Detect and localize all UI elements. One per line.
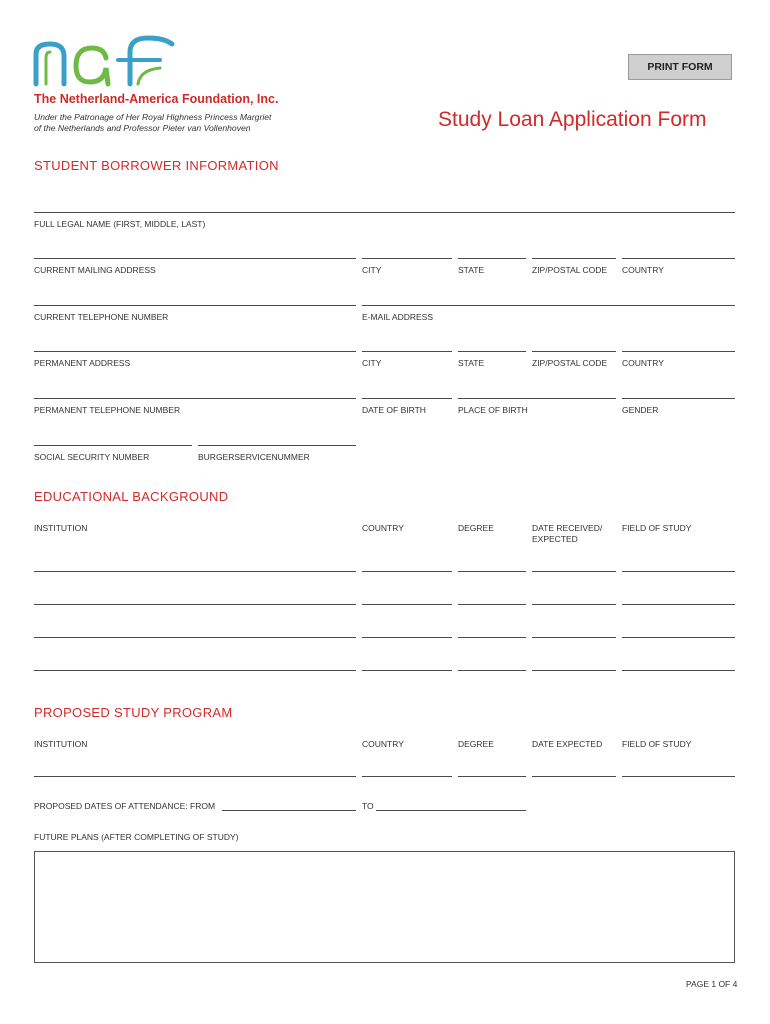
- email-label: E-MAIL ADDRESS: [362, 312, 434, 322]
- future-plans-label: FUTURE PLANS (AFTER COMPLETING OF STUDY): [34, 832, 239, 842]
- mailing-city-field[interactable]: [362, 258, 452, 276]
- prop-col-institution: INSTITUTION: [34, 739, 88, 749]
- full-name-line: [34, 212, 735, 213]
- place-of-birth-label: PLACE OF BIRTH: [458, 405, 528, 415]
- permanent-state-label: STATE: [458, 358, 485, 368]
- edu-col-degree: DEGREE: [458, 523, 494, 533]
- edu-row-3-country[interactable]: [362, 637, 452, 638]
- edu-row-4-degree[interactable]: [458, 670, 526, 671]
- mailing-city-label: CITY: [362, 265, 382, 275]
- permanent-city-field[interactable]: [362, 351, 452, 369]
- full-name-label: FULL LEGAL NAME (FIRST, MIDDLE, LAST): [34, 219, 206, 229]
- mailing-state-label: STATE: [458, 265, 485, 275]
- prop-row-degree[interactable]: [458, 776, 526, 777]
- mailing-address-field[interactable]: [34, 258, 356, 276]
- permanent-address-label: PERMANENT ADDRESS: [34, 358, 131, 368]
- prop-row-field[interactable]: [622, 776, 735, 777]
- edu-row-2-degree[interactable]: [458, 604, 526, 605]
- gender-label: GENDER: [622, 405, 659, 415]
- bsn-label: BURGERSERVICENUMMER: [198, 452, 310, 462]
- edu-row-2-field[interactable]: [622, 604, 735, 605]
- edu-row-4-institution[interactable]: [34, 670, 356, 671]
- edu-row-1-field[interactable]: [622, 571, 735, 572]
- section-title-proposed-study: PROPOSED STUDY PROGRAM: [34, 705, 233, 720]
- edu-col-date: [532, 523, 602, 545]
- future-plans-box[interactable]: [34, 851, 735, 963]
- prop-col-degree: DEGREE: [458, 739, 494, 749]
- edu-row-3-date[interactable]: [532, 637, 616, 638]
- edu-row-4-country[interactable]: [362, 670, 452, 671]
- place-of-birth-field[interactable]: [458, 398, 616, 416]
- date-of-birth-label: DATE OF BIRTH: [362, 405, 426, 415]
- telephone-field[interactable]: [34, 305, 356, 323]
- date-of-birth-field[interactable]: [362, 398, 452, 416]
- section-title-student-borrower: STUDENT BORROWER INFORMATION: [34, 158, 279, 173]
- prop-row-country[interactable]: [362, 776, 452, 777]
- mailing-country-label: COUNTRY: [622, 265, 664, 275]
- edu-row-2-institution[interactable]: [34, 604, 356, 605]
- prop-col-country: COUNTRY: [362, 739, 404, 749]
- gender-field[interactable]: [622, 398, 735, 416]
- permanent-zip-label: ZIP/POSTAL CODE: [532, 358, 608, 368]
- edu-row-2-date[interactable]: [532, 604, 616, 605]
- print-form-button[interactable]: PRINT FORM: [628, 54, 732, 80]
- mailing-state-field[interactable]: [458, 258, 526, 276]
- permanent-address-field[interactable]: [34, 351, 356, 369]
- permanent-state-field[interactable]: [458, 351, 526, 369]
- ssn-label: SOCIAL SECURITY NUMBER: [34, 452, 150, 462]
- prop-col-date: DATE EXPECTED: [532, 739, 603, 749]
- full-name-field[interactable]: [34, 212, 735, 238]
- edu-row-4-field[interactable]: [622, 670, 735, 671]
- ssn-field[interactable]: [34, 445, 192, 463]
- future-plans-textarea[interactable]: [35, 852, 734, 962]
- permanent-zip-field[interactable]: [532, 351, 616, 369]
- proposed-dates-label: PROPOSED DATES OF ATTENDANCE: FROM: [34, 801, 216, 811]
- permanent-city-label: CITY: [362, 358, 382, 368]
- edu-row-3-field[interactable]: [622, 637, 735, 638]
- edu-row-4-date[interactable]: [532, 670, 616, 671]
- prop-row-date[interactable]: [532, 776, 616, 777]
- edu-col-date-line-2: EXPECTED: [532, 534, 578, 544]
- mailing-zip-field[interactable]: [532, 258, 616, 276]
- edu-row-1-institution[interactable]: [34, 571, 356, 572]
- section-title-education: EDUCATIONAL BACKGROUND: [34, 489, 229, 504]
- from-date-line[interactable]: [222, 810, 356, 811]
- edu-row-1-degree[interactable]: [458, 571, 526, 572]
- permanent-phone-label: PERMANENT TELEPHONE NUMBER: [34, 405, 181, 415]
- edu-row-1-date[interactable]: [532, 571, 616, 572]
- edu-col-date-line-1: DATE RECEIVED/: [532, 523, 603, 533]
- edu-row-2-country[interactable]: [362, 604, 452, 605]
- edu-row-3-institution[interactable]: [34, 637, 356, 638]
- naf-logo: [32, 34, 182, 90]
- edu-col-institution: INSTITUTION: [34, 523, 88, 533]
- edu-row-3-degree[interactable]: [458, 637, 526, 638]
- naf-logo-graphic: [32, 34, 182, 90]
- to-date-line[interactable]: [376, 810, 526, 811]
- form-title: Study Loan Application Form: [438, 108, 707, 131]
- mailing-country-field[interactable]: [622, 258, 735, 276]
- mailing-address-label: CURRENT MAILING ADDRESS: [34, 265, 156, 275]
- patronage-line-1: Under the Patronage of Her Royal Highness Princess Margriet: [34, 112, 272, 122]
- to-date-label: TO: [362, 801, 374, 811]
- patronage-line-2: of the Netherlands and Professor Pieter van Vollenhoven: [34, 123, 251, 133]
- prop-row-institution[interactable]: [34, 776, 356, 777]
- email-field[interactable]: [362, 305, 735, 323]
- permanent-phone-field[interactable]: [34, 398, 356, 416]
- prop-col-field: FIELD OF STUDY: [622, 739, 692, 749]
- permanent-country-field[interactable]: [622, 351, 735, 369]
- bsn-field[interactable]: [198, 445, 356, 463]
- permanent-country-label: COUNTRY: [622, 358, 664, 368]
- mailing-zip-label: ZIP/POSTAL CODE: [532, 265, 608, 275]
- organization-name: The Netherland-America Foundation, Inc.: [34, 92, 279, 106]
- telephone-label: CURRENT TELEPHONE NUMBER: [34, 312, 169, 322]
- patronage-text: [34, 112, 271, 134]
- page-number: PAGE 1 OF 4: [686, 979, 738, 989]
- edu-row-1-country[interactable]: [362, 571, 452, 572]
- edu-col-field: FIELD OF STUDY: [622, 523, 692, 533]
- edu-col-country: COUNTRY: [362, 523, 404, 533]
